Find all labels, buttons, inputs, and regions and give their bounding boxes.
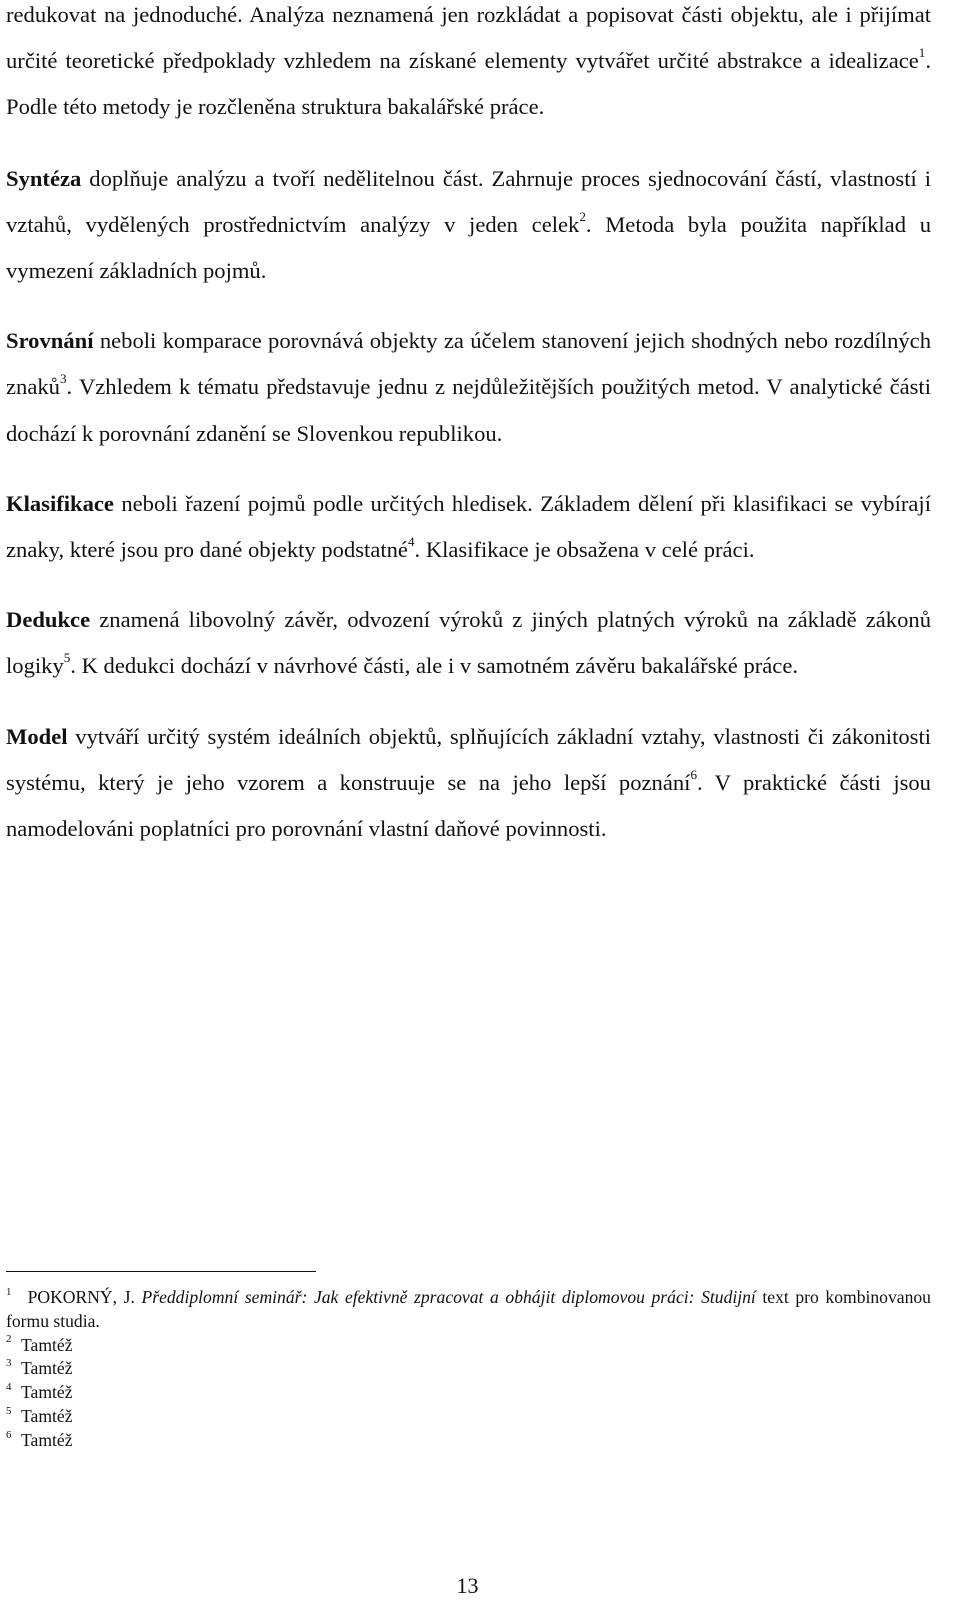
paragraph-classification [6, 481, 931, 573]
footnote-separator [6, 1271, 316, 1272]
paragraph-text: neboli řazení pojmů podle určitých hledisek. Základem dělení při klasifikaci se vybírají znaky, které jsou pro dané objekty podstatné [6, 490, 931, 563]
footnote-author: POKORNÝ, J. [27, 1287, 142, 1307]
footnote-ref[interactable]: 1 [918, 45, 926, 61]
paragraph-text: . Podle této metody je rozčleněna struktura bakalářské práce. [6, 48, 931, 120]
paragraph-text: . K dedukci dochází v návrhové části, ale i v samotném závěru bakalářské práce. [70, 653, 799, 679]
paragraph-synthesis [6, 156, 931, 295]
footnote-2: 2 Tamtéž [6, 1333, 73, 1355]
footnote-text: Tamtéž [21, 1429, 73, 1450]
paragraph-text: . Vzhledem k tématu představuje jednu z nejdůležitějších použitých metod. V analytické části dochází k porovnání zdanění se Slovenkou republikou. [6, 374, 931, 446]
body-text [6, 0, 931, 876]
page-number: 13 [456, 1573, 479, 1598]
footnote-ref[interactable]: 5 [63, 650, 71, 666]
paragraph-comparison [6, 318, 931, 457]
footnote-4: 4 Tamtéž [6, 1381, 73, 1403]
paragraph-model [6, 714, 931, 853]
footnote-ref[interactable]: 2 [579, 208, 586, 224]
footnote-5: 5 Tamtéž [6, 1404, 73, 1426]
footnote-text: Tamtéž [21, 1334, 73, 1355]
footnote-ref[interactable]: 6 [690, 766, 697, 782]
footnote-6: 6 Tamtéž [6, 1428, 73, 1450]
paragraph-text: . Metoda byla použita například u vymezení základních pojmů. [6, 211, 931, 284]
term-heading: Srovnání [6, 328, 94, 354]
paragraph-analysis [6, 0, 931, 131]
term-heading: Model [6, 723, 68, 749]
term-heading: Dedukce [6, 607, 91, 633]
footnote-text: Tamtéž [21, 1382, 73, 1403]
paragraph-text: . V praktické části jsou namodelováni poplatníci pro porovnání vlastní daňové povinnosti. [6, 769, 931, 842]
paragraph-text: . Klasifikace je obsažena v celé práci. [414, 537, 755, 563]
term-heading: Klasifikace [6, 490, 114, 516]
footnote-1: 1 POKORNÝ, J. Předdiplomní seminář: Jak efektivně zpracovat a obhájit diplomovou práci: Studijní text pro kombinovanou formu studia. [6, 1285, 931, 1331]
footnote-ref[interactable]: 4 [407, 533, 415, 549]
paragraph-text: vytváří určitý systém ideálních objektů, splňujících základní vztahy, vlastnosti či zákonitosti systému, který je jeho vzorem a konstruuje se na jeho lepší poznání [6, 723, 931, 795]
footnotes [6, 1286, 931, 1453]
footnote-text: Tamtéž [21, 1405, 73, 1426]
term-heading: Syntéza [6, 165, 82, 191]
paragraph-deduction [6, 597, 931, 689]
paragraph-text: redukovat na jednoduché. Analýza neznamená jen rozkládat a popisovat části objektu, ale i přijímat určité teoretické předpoklady vzhledem na získané elementy vytvářet určité abstrakce a idealizace [6, 2, 931, 74]
footnote-title: Předdiplomní seminář: Jak efektivně zpracovat a obhájit diplomovou práci: Studijní [141, 1287, 756, 1307]
footnote-ref[interactable]: 3 [59, 371, 67, 387]
footnote-text: text pro kombinovanou formu studia. [6, 1287, 931, 1331]
footnote-text: Tamtéž [21, 1358, 73, 1379]
footnote-3: 3 Tamtéž [6, 1357, 73, 1379]
paragraph-text: doplňuje analýzu a tvoří nedělitelnou část. Zahrnuje proces sjednocování částí, vlastností i vztahů, vydělených prostřednictvím analýzy v jeden celek [6, 165, 931, 237]
paragraph-text: znamená libovolný závěr, odvození výroků z jiných platných výroků na základě zákonů logiky [6, 607, 931, 679]
paragraph-text: neboli komparace porovnává objekty za účelem stanovení jejich shodných nebo rozdílných znaků [6, 328, 931, 400]
